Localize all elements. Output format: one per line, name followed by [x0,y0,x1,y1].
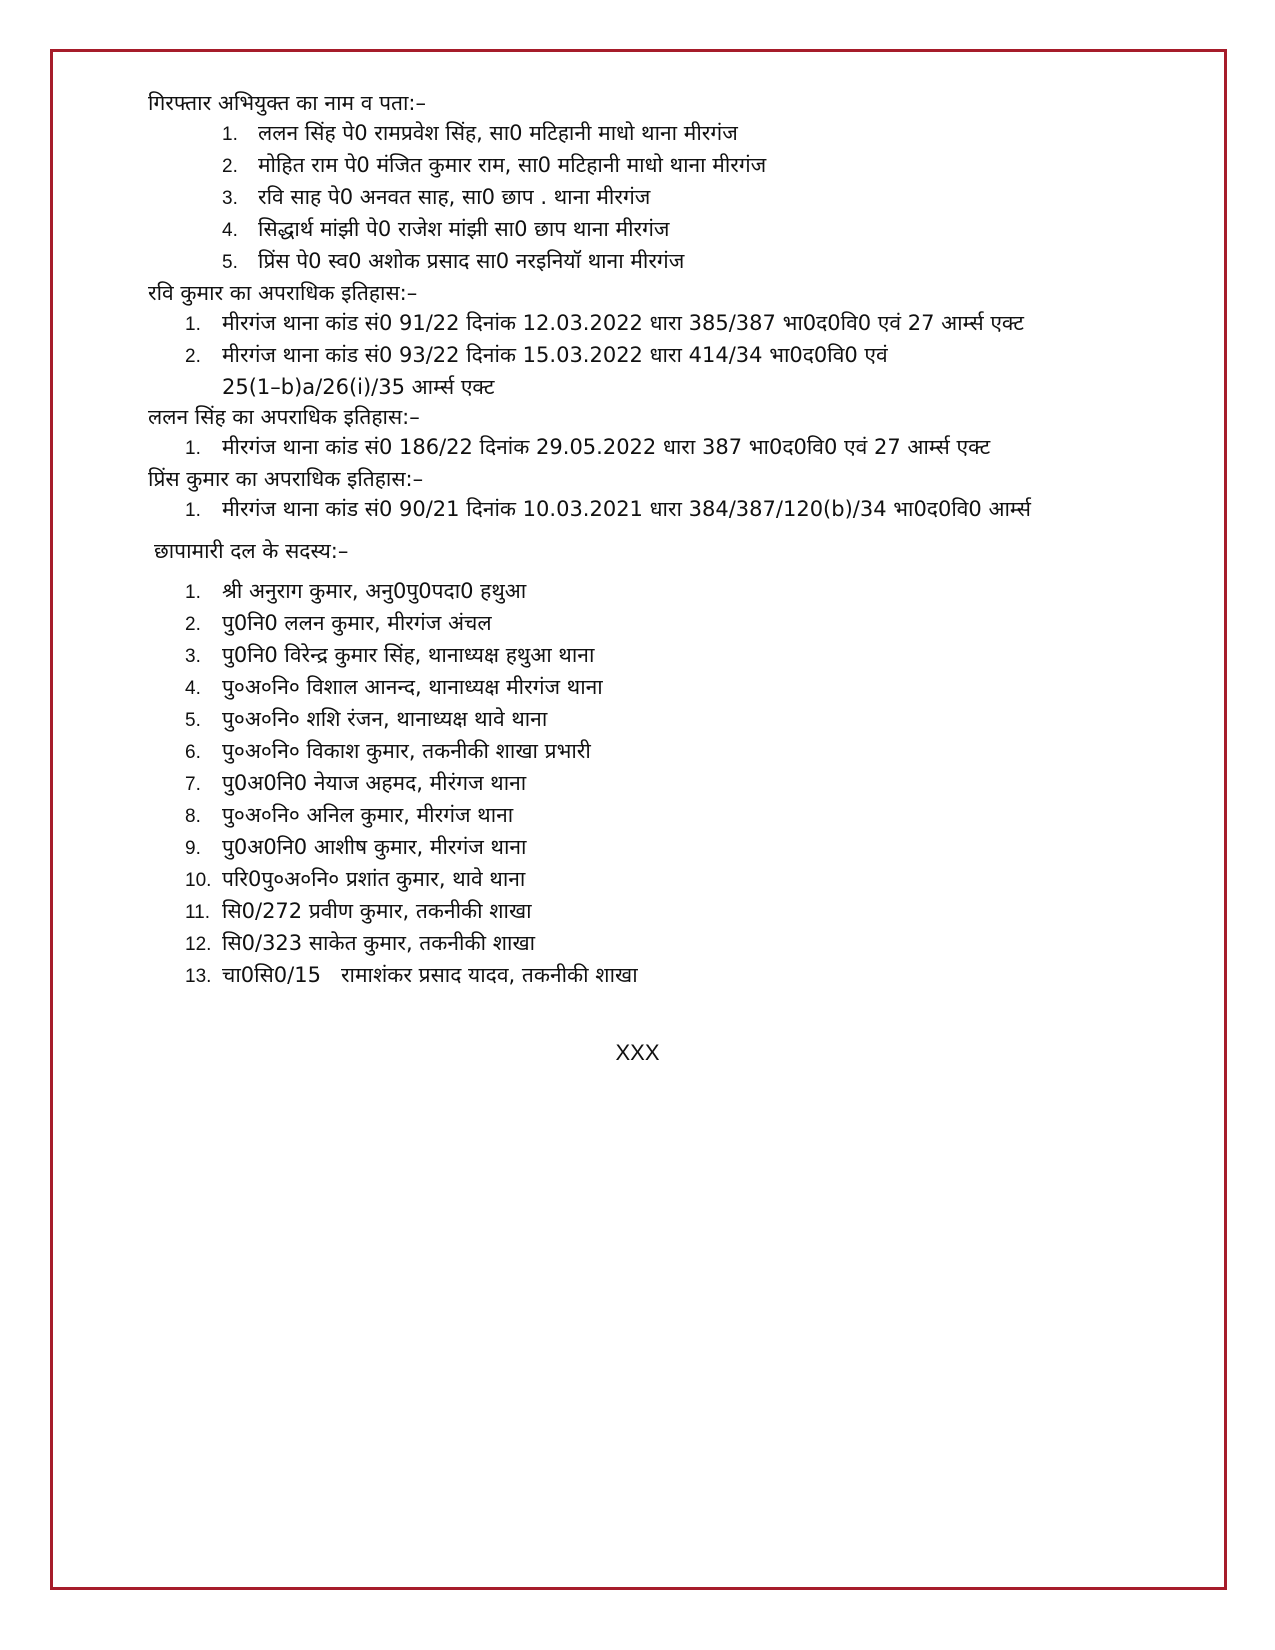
list-item [148,736,1148,768]
item-number: 9. [185,838,201,859]
item-text: पु०अ०नि० अनिल कुमार, मीरगंज थाना [222,803,514,827]
item-text: मीरगंज थाना कांड सं0 90/21 दिनांक 10.03.2021 धारा 384/387/120(b)/34 भा0द0वि0 आर्म्स [222,497,1031,521]
item-text: रवि साह पे0 अनवत साह, सा0 छाप . थाना मीरगंज [258,185,651,209]
lalan-history-list [148,432,1148,464]
item-number: 4. [222,220,238,241]
ravi-history-heading: रवि कुमार का अपराधिक इतिहास:– [148,281,418,305]
item-number: 2. [222,156,238,177]
item-text: ललन सिंह पे0 रामप्रवेश सिंह, सा0 मटिहानी माधो थाना मीरगंज [258,121,738,145]
list-item [148,896,1148,928]
item-text: मीरगंज थाना कांड सं0 91/22 दिनांक 12.03.2022 धारा 385/387 भा0द0वि0 एवं 27 आर्म्स एक्ट [222,311,1024,335]
list-item [148,640,1148,672]
item-number: 3. [222,188,238,209]
list-item [148,494,1148,526]
item-number: 1. [185,314,201,335]
list-item [148,576,1148,608]
lalan-history-section [148,402,1148,464]
item-number: 1. [222,124,238,145]
lalan-history-heading: ललन सिंह का अपराधिक इतिहास:– [148,405,420,429]
list-item [148,608,1148,640]
item-text: श्री अनुराग कुमार, अनु0पु0पदा0 हथुआ [222,579,527,603]
ravi-history-continuation: 25(1–b)a/26(i)/35 आर्म्स एक्ट [222,375,495,399]
item-number: 1. [185,582,201,603]
item-text: मोहित राम पे0 मंजित कुमार राम, सा0 मटिहानी माधो थाना मीरगंज [258,153,767,177]
list-item [148,672,1148,704]
item-number: 11. [185,902,211,923]
arrested-accused-section [148,88,1148,278]
item-text: पु0अ0नि0 नेयाज अहमद, मीरंगज थाना [222,771,527,795]
list-item [148,182,1148,214]
list-item [148,928,1148,960]
item-number: 13. [185,966,212,987]
item-number: 3. [185,646,201,667]
item-number: 10. [185,870,212,891]
list-item [148,800,1148,832]
item-text: पु0नि0 ललन कुमार, मीरगंज अंचल [222,611,492,635]
document-body [148,88,1148,992]
item-text: पु०अ०नि० विकाश कुमार, तकनीकी शाखा प्रभारी [222,739,591,763]
raid-team-list [148,576,1148,992]
list-item [148,864,1148,896]
list-item [148,214,1148,246]
ravi-history-section [148,278,1148,402]
item-text: मीरगंज थाना कांड सं0 93/22 दिनांक 15.03.2022 धारा 414/34 भा0द0वि0 एवं [222,343,888,367]
list-item [148,340,1148,372]
list-item [148,150,1148,182]
item-text: परि0पु०अ०नि० प्रशांत कुमार, थावे थाना [222,867,526,891]
item-number: 1. [185,500,201,521]
item-number: 5. [222,252,238,273]
item-number: 6. [185,742,201,763]
list-item [148,960,1148,992]
list-item [148,118,1148,150]
ravi-history-list [148,308,1148,372]
list-item [148,768,1148,800]
item-text: चा0सि0/15 रामाशंकर प्रसाद यादव, तकनीकी शाखा [222,963,638,987]
raid-team-section [148,536,1148,992]
prince-history-section [148,464,1148,526]
item-number: 12. [185,934,212,955]
item-text: प्रिंस पे0 स्व0 अशोक प्रसाद सा0 नरइनियॉ थाना मीरगंज [258,249,685,273]
item-text: पु0अ0नि0 आशीष कुमार, मीरगंज थाना [222,835,527,859]
item-number: 5. [185,710,201,731]
arrested-accused-heading: गिरफ्तार अभियुक्त का नाम व पता:– [148,91,427,115]
item-text: सिद्धार्थ मांझी पे0 राजेश मांझी सा0 छाप थाना मीरगंज [258,217,670,241]
item-text: मीरगंज थाना कांड सं0 186/22 दिनांक 29.05.2022 धारा 387 भा0द0वि0 एवं 27 आर्म्स एक्ट [222,435,991,459]
item-text: सि0/323 साकेत कुमार, तकनीकी शाखा [222,931,536,955]
item-text: सि0/272 प्रवीण कुमार, तकनीकी शाखा [222,899,532,923]
arrested-accused-list [148,118,1148,278]
item-number: 1. [185,438,201,459]
item-text: पु०अ०नि० विशाल आनन्द, थानाध्यक्ष मीरगंज थाना [222,675,603,699]
item-number: 4. [185,678,201,699]
list-item [148,246,1148,278]
list-item [148,704,1148,736]
item-number: 2. [185,346,201,367]
prince-history-heading: प्रिंस कुमार का अपराधिक इतिहास:– [148,467,424,491]
item-number: 7. [185,774,201,795]
item-text: पु0नि0 विरेन्द्र कुमार सिंह, थानाध्यक्ष हथुआ थाना [222,643,595,667]
item-number: 2. [185,614,201,635]
item-number: 8. [185,806,201,827]
end-mark: XXX [615,1040,660,1065]
list-item [148,832,1148,864]
item-text: पु०अ०नि० शशि रंजन, थानाध्यक्ष थावे थाना [222,707,548,731]
list-item [148,308,1148,340]
list-item [148,432,1148,464]
raid-team-heading: छापामारी दल के सदस्य:– [154,539,349,563]
prince-history-list [148,494,1148,526]
